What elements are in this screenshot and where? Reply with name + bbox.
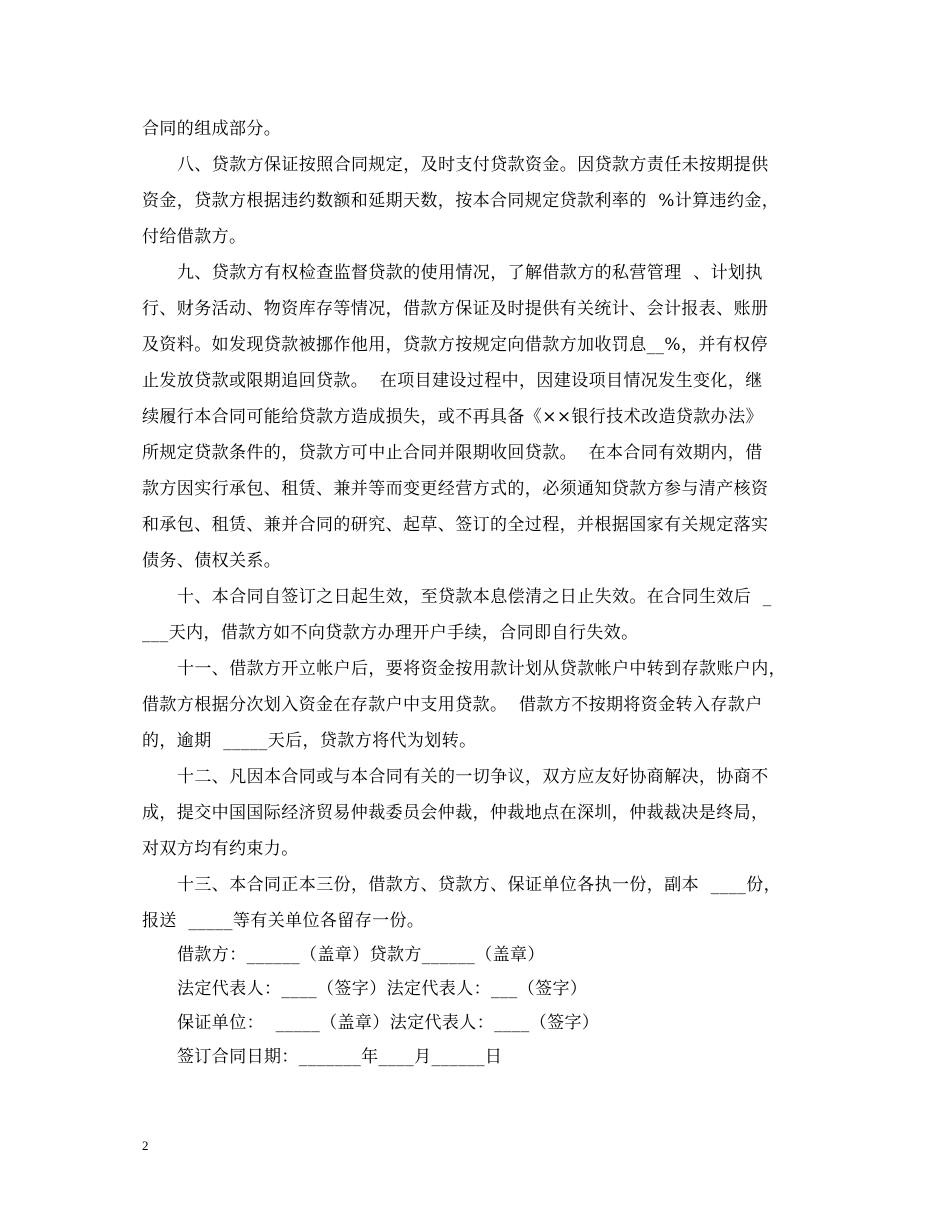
- text-line: 付给借款方。: [142, 227, 247, 247]
- text-line: 续履行本合同可能给贷款方造成损失，或不再具备《××银行技术改造贷款办法》: [142, 407, 763, 427]
- text-line: 债务、债权关系。: [142, 551, 282, 571]
- text-line: 十一、借款方开立帐户后，要将资金按用款计划从贷款帐户中转到存款账户内，: [177, 659, 786, 679]
- signature-guarantor-line: 保证单位： _____（盖章）法定代表人：____（签字）: [177, 1013, 600, 1033]
- text-line: 十三、本合同正本三份，借款方、贷款方、保证单位各执一份，副本 ____份，: [177, 875, 782, 895]
- text-line: 借款方根据分次划入资金在存款户中支用贷款。 借款方不按期将资金转入存款户: [142, 695, 763, 715]
- text-line: 止发放贷款或限期追回贷款。 在项目建设过程中，因建设项目情况发生变化，继: [142, 371, 763, 391]
- signing-date-line: 签订合同日期：_______年____月______日: [177, 1047, 503, 1067]
- text-line: ___天内，借款方如不向贷款方办理开户手续，合同即自行失效。: [142, 623, 639, 643]
- text-line: 的，逾期 _____天后，贷款方将代为划转。: [142, 731, 477, 751]
- text-line: 和承包、租赁、兼并合同的研究、起草、签订的全过程，并根据国家有关规定落实: [142, 515, 769, 535]
- signature-borrower-line: 借款方：______（盖章）贷款方______（盖章）: [177, 945, 545, 965]
- text-line: 合同的组成部分。: [142, 119, 282, 139]
- text-line: 及资料。如发现贷款被挪作他用，贷款方按规定向借款方加收罚息__%，并有权停: [142, 335, 768, 355]
- page-number: 2: [142, 1138, 149, 1153]
- text-line: 所规定贷款条件的，贷款方可中止合同并限期收回贷款。 在本合同有效期内，借: [142, 443, 763, 463]
- text-line: 款方因实行承包、租赁、兼并等而变更经营方式的，必须通知贷款方参与清产核资: [142, 479, 769, 499]
- text-line: 行、财务活动、物资库存等情况，借款方保证及时提供有关统计、会计报表、账册: [142, 299, 769, 319]
- text-line: 报送 _____等有关单位各留存一份。: [142, 911, 425, 931]
- text-line: 资金，贷款方根据违约数额和延期天数，按本合同规定贷款利率的 %计算违约金，: [142, 191, 780, 211]
- text-line: 成，提交中国国际经济贸易仲裁委员会仲裁，仲裁地点在深圳，仲裁裁决是终局，: [142, 803, 769, 823]
- signature-representative-line: 法定代表人：____（签字）法定代表人：___（签字）: [177, 979, 588, 999]
- text-line: 十、本合同自签订之日起生效，至贷款本息偿清之日止失效。在合同生效后 _: [177, 587, 772, 607]
- text-line: 十二、凡因本合同或与本合同有关的一切争议，双方应友好协商解决，协商不: [177, 767, 769, 787]
- text-line: 对双方均有约束力。: [142, 839, 299, 859]
- text-line: 八、贷款方保证按照合同规定，及时支付贷款资金。因贷款方责任未按期提供: [177, 155, 769, 175]
- text-line: 九、贷款方有权检查监督贷款的使用情况，了解借款方的私营管理 、计划执: [177, 263, 763, 283]
